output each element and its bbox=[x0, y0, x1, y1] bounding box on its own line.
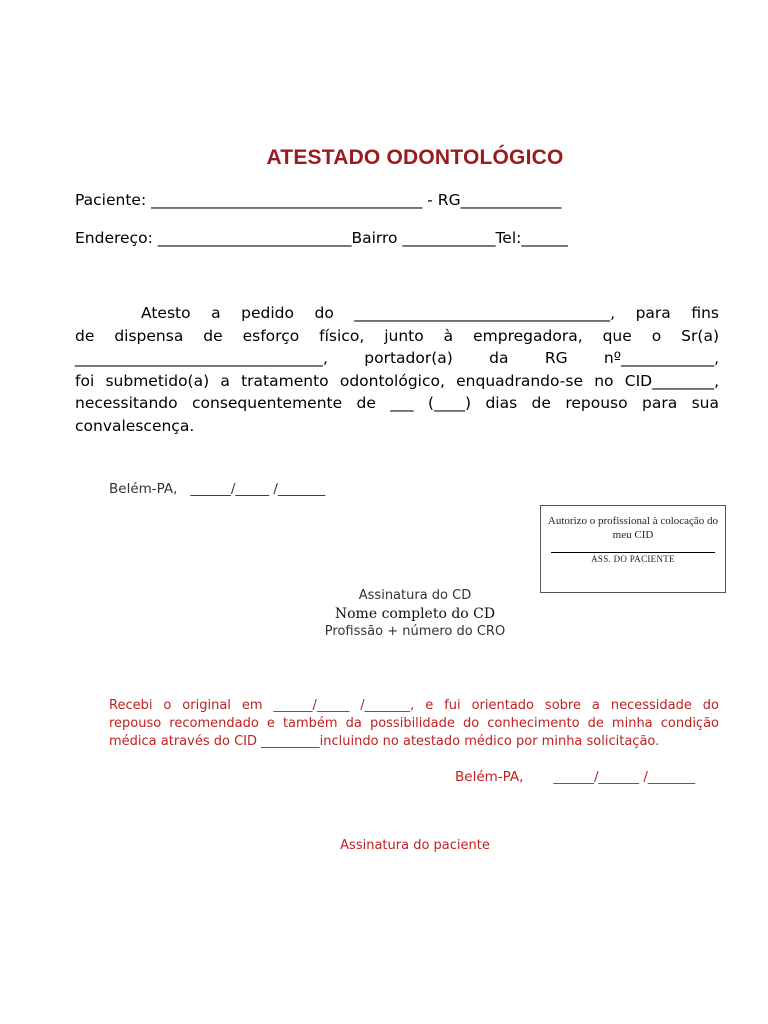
paragraph-line: foi submetido(a) a tratamento odontológico, enquadrando-se no CID________, bbox=[75, 371, 719, 390]
address-field-line: Endereço: _________________________Bairro ____________Tel:______ bbox=[75, 229, 568, 247]
paragraph-line: convalescença. bbox=[75, 416, 195, 435]
receipt-line: repouso recomendado e também da possibilidade do conhecimento de minha condição bbox=[109, 716, 719, 731]
patient-signature-line bbox=[551, 552, 715, 553]
paragraph-line-text: Atesto a pedido do _________________________________, para fins bbox=[141, 304, 719, 322]
patient-field-line: Paciente: ___________________________________ - RG_____________ bbox=[75, 191, 562, 209]
patient-signature-caption: Assinatura do paciente bbox=[340, 838, 490, 853]
cid-authorization-text: Autorizo o profissional à colocação do meu CID bbox=[547, 515, 719, 541]
document-title: ATESTADO ODONTOLÓGICO bbox=[266, 146, 564, 169]
dentist-profession-cro: Profissão + número do CRO bbox=[324, 624, 506, 639]
receipt-paragraph bbox=[109, 697, 719, 751]
cd-date-line: Belém-PA, ______/_____ /_______ bbox=[109, 481, 326, 497]
paragraph-line bbox=[75, 302, 719, 325]
patient-signature-label: ASS. DO PACIENTE bbox=[591, 554, 675, 564]
paragraph-line: de dispensa de esforço físico, junto à empregadora, que o Sr(a) bbox=[75, 326, 719, 345]
receipt-line: Recebi o original em ______/_____ /_______, e fui orientado sobre a necessidade do bbox=[109, 698, 719, 713]
dentist-signature-block bbox=[0, 587, 768, 641]
cid-authorization-box bbox=[540, 505, 726, 593]
dentist-signature-label: Assinatura do CD bbox=[358, 588, 472, 603]
attestation-paragraph bbox=[75, 302, 719, 437]
paragraph-line: ________________________________, portador(a) da RG nº____________, bbox=[75, 349, 719, 367]
receipt-line: médica através do CID _________incluindo no atestado médico por minha solicitação. bbox=[109, 734, 660, 749]
paragraph-line: necessitando consequentemente de ___ (____) dias de repouso para sua bbox=[75, 394, 719, 412]
patient-date-line: Belém-PA, ______/______ /_______ bbox=[455, 769, 696, 785]
dentist-full-name: Nome completo do CD bbox=[334, 606, 496, 622]
